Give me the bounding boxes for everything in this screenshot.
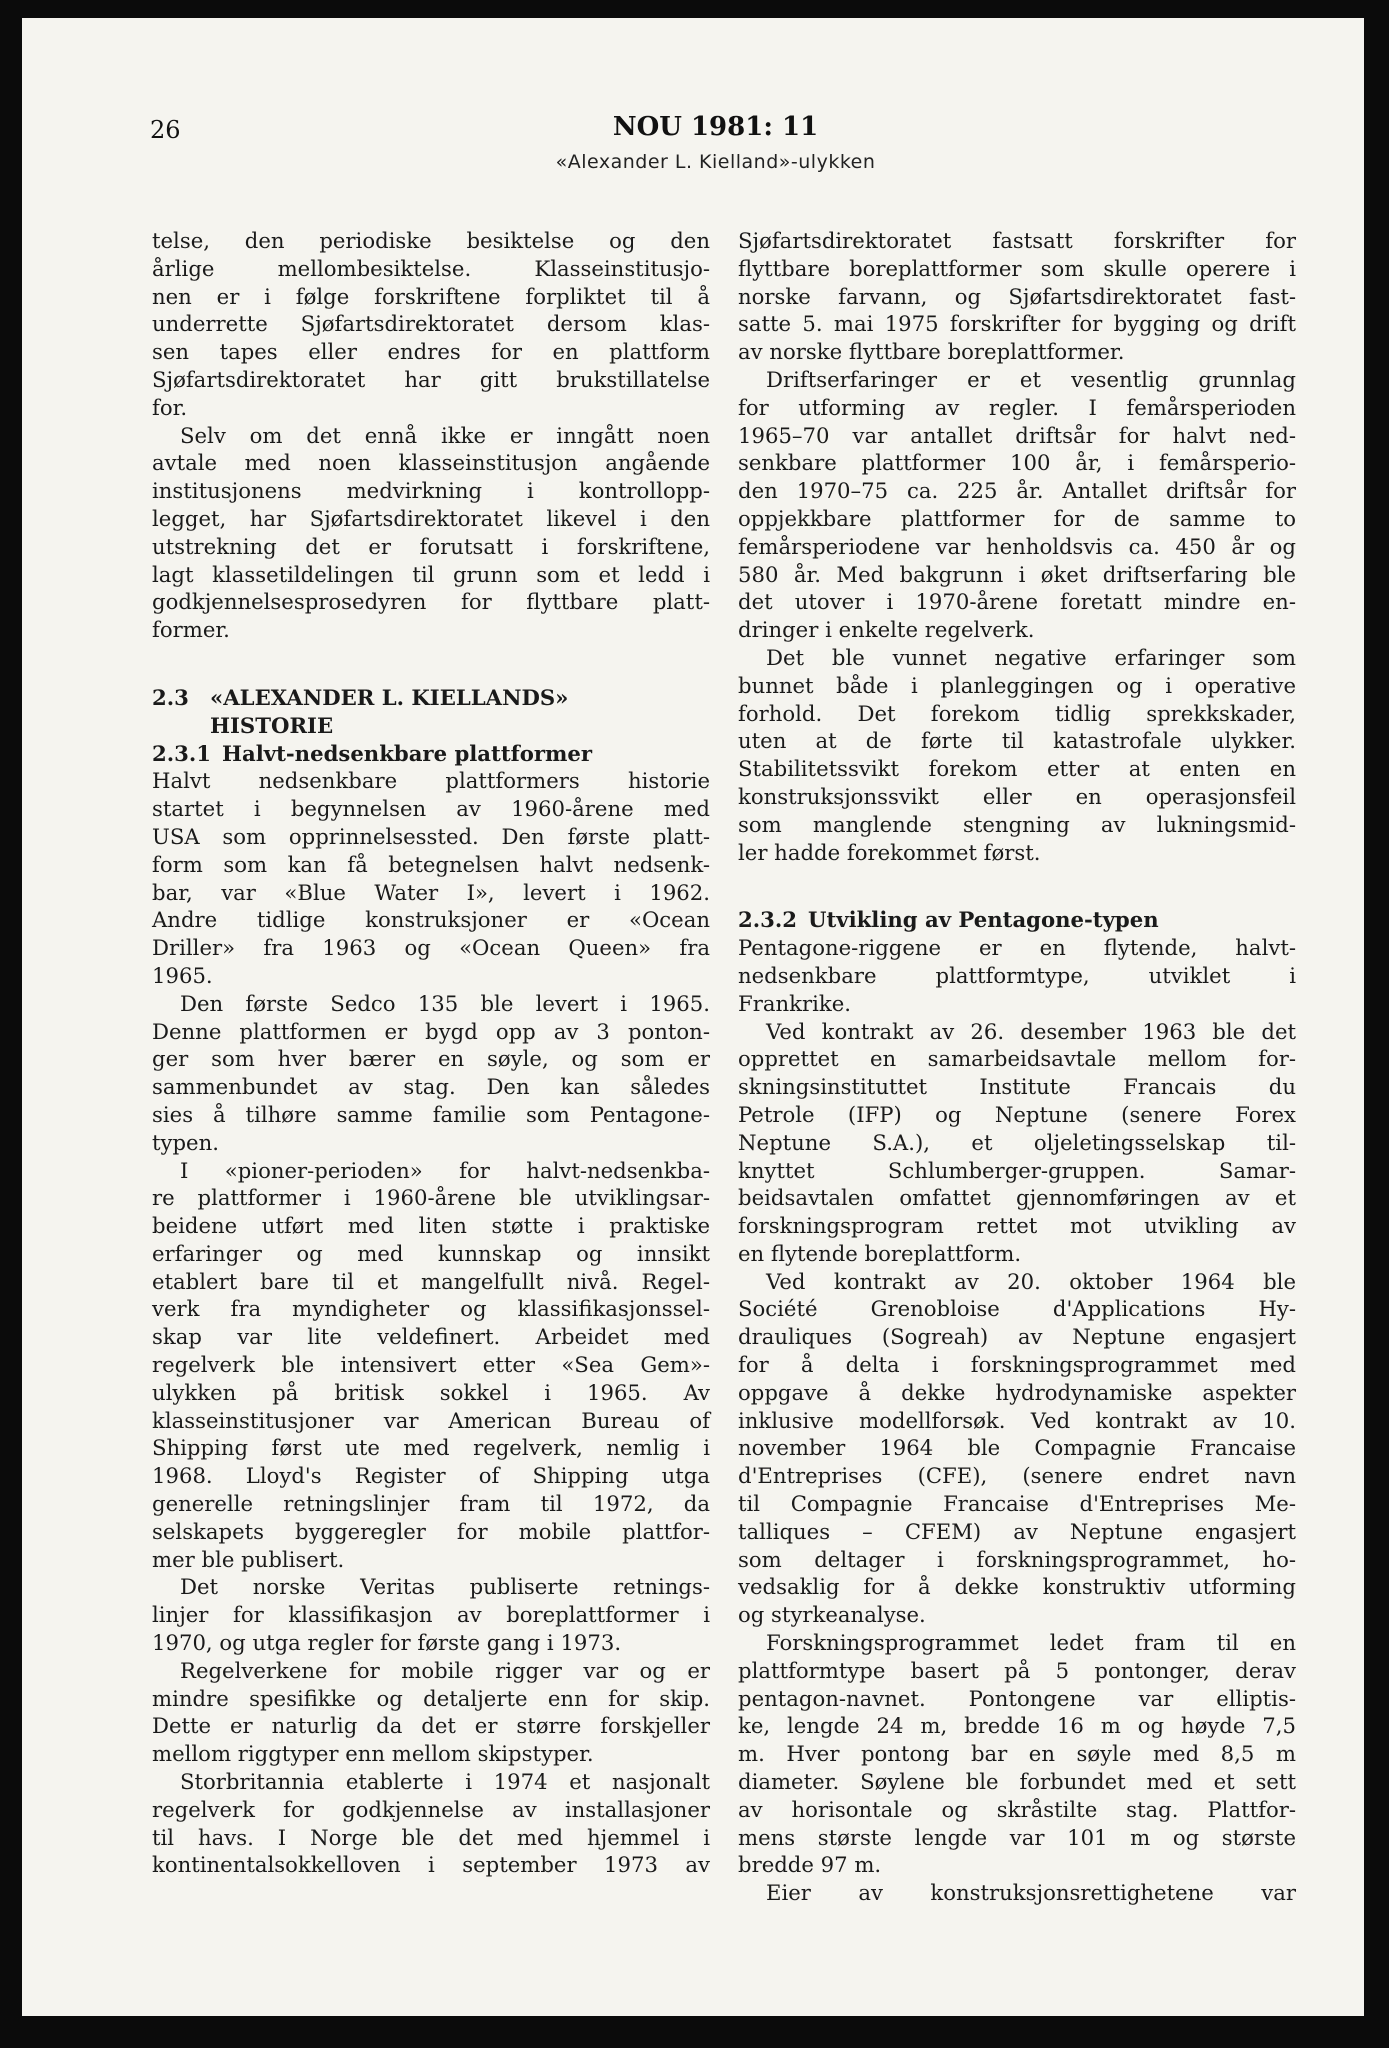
text-line: Sjøfartsdirektoratet fastsatt forskrifter for	[738, 228, 1296, 253]
subsection-title: Halvt-nedsenkbare plattformer	[222, 740, 593, 766]
text-line: bar, var «Blue Water I», levert i 1962.	[152, 879, 710, 905]
paragraph	[152, 227, 710, 422]
paragraph	[738, 366, 1296, 644]
text-line: beidene utført med liten støtte i praktiske	[152, 1213, 710, 1239]
document-subtitle: «Alexander L. Kielland»-ulykken	[555, 151, 876, 173]
text-line: telse, den periodiske besiktelse og den	[152, 228, 710, 253]
paragraph	[738, 1879, 1296, 1907]
text-line: ger som hver bærer en søyle, og som er	[152, 1046, 710, 1072]
text-line: Denne plattformen er bygd opp av 3 ponton-	[152, 1018, 710, 1044]
text-line: mindre spesifikke og detaljerte enn for skip.	[152, 1685, 710, 1711]
text-line: bredde 97 m.	[738, 1852, 882, 1878]
text-line: I «pioner-perioden» for halvt-nedsenkba-	[180, 1157, 710, 1183]
text-line: det utover i 1970-årene foretatt mindre en-	[738, 589, 1296, 615]
text-line: form som kan få betegnelsen halvt nedsenk-	[152, 851, 710, 877]
text-line: re plattformer i 1960-årene ble utviklingsar-	[152, 1185, 710, 1211]
text-line: regelverk for godkjennelse av installasjoner	[152, 1796, 710, 1822]
text-line: drauliques (Sogreah) av Neptune engasjert	[738, 1324, 1296, 1350]
text-line: og styrkeanalyse.	[738, 1602, 926, 1628]
text-line: Pentagone-riggene er en flytende, halvt-	[738, 935, 1296, 961]
text-line: selskapets byggeregler for mobile plattfor-	[152, 1518, 710, 1544]
text-line: 1968. Lloyd's Register of Shipping utga	[152, 1463, 710, 1489]
text-line: vedsaklig for å dekke konstruktiv utforming	[738, 1574, 1296, 1600]
text-line: pentagon-navnet. Pontongene var elliptis-	[738, 1685, 1296, 1711]
paragraph	[738, 934, 1296, 1017]
text-line: oppgave å dekke hydrodynamiske aspekter	[738, 1379, 1296, 1405]
text-line: dringer i enkelte regelverk.	[738, 617, 1035, 643]
text-line: mellom riggtyper enn mellom skipstyper.	[152, 1741, 594, 1767]
text-line: Andre tidlige konstruksjoner er «Ocean	[152, 907, 710, 933]
paragraph	[152, 1573, 710, 1656]
text-line: Frankrike.	[738, 990, 851, 1016]
paragraph	[152, 990, 710, 1157]
document-title: NOU 1981: 11	[612, 112, 819, 142]
text-line: Sjøfartsdirektoratet har gitt brukstillatelse	[152, 366, 710, 392]
paragraph	[738, 1629, 1296, 1879]
text-line: årlige mellombesiktelse. Klasseinstitusjo-	[152, 255, 710, 281]
text-line: plattformtype basert på 5 pontonger, derav	[738, 1657, 1296, 1683]
text-line: en flytende boreplattform.	[738, 1240, 1022, 1266]
text-line: typen.	[152, 1129, 219, 1155]
document-page	[22, 18, 1364, 2016]
text-line: skningsinstituttet Institute Francais du	[738, 1074, 1296, 1100]
paragraph	[152, 1157, 710, 1574]
text-line: for å delta i forskningsprogrammet med	[738, 1352, 1296, 1378]
text-line: Det norske Veritas publiserte retnings-	[180, 1574, 710, 1600]
text-line: etablert bare til et mangelfullt nivå. Regel-	[152, 1268, 710, 1294]
subsection-number: 2.3.2	[738, 907, 797, 933]
text-line: Den første Sedco 135 ble levert i 1965.	[180, 990, 710, 1016]
text-line: uten at de førte til katastrofale ulykker.	[738, 728, 1296, 754]
text-line: nen er i følge forskriftene forpliktet til å	[152, 283, 710, 309]
text-line: utstrekning det er forutsatt i forskriftene,	[152, 533, 710, 559]
text-line: Selv om det ennå ikke er inngått noen	[180, 422, 710, 448]
text-line: som deltager i forskningsprogrammet, ho-	[738, 1546, 1296, 1572]
left-column	[152, 227, 710, 1879]
right-column	[738, 227, 1296, 1907]
text-line: Det ble vunnet negative erfaringer som	[766, 644, 1296, 670]
section-title: «ALEXANDER L. KIELLANDS»	[210, 684, 569, 710]
text-line: beidsavtalen omfattet gjennomføringen av et	[738, 1185, 1296, 1211]
text-line: Eier av konstruksjonsrettighetene var	[766, 1880, 1296, 1906]
subsection-heading	[738, 906, 1296, 934]
text-line: Dette er naturlig da det er større forskjeller	[152, 1713, 710, 1739]
text-line: lagt klassetildelingen til grunn som et ledd i	[152, 561, 710, 587]
paragraph	[738, 1018, 1296, 1268]
text-line: oppjekkbare plattformer for de samme to	[738, 505, 1296, 531]
text-line: Société Grenobloise d'Applications Hy-	[738, 1296, 1296, 1322]
text-line: legget, har Sjøfartsdirektoratet likevel i den	[152, 505, 710, 531]
text-line: verk fra myndigheter og klassifikasjonssel-	[152, 1296, 710, 1322]
text-line: 1970, og utga regler for første gang i 1973.	[152, 1630, 622, 1656]
text-line: ler hadde forekommet først.	[738, 839, 1041, 865]
text-line: linjer for klassifikasjon av boreplattformer i	[152, 1602, 710, 1628]
text-line: knyttet Schlumberger-gruppen. Samar-	[738, 1157, 1296, 1183]
text-line: november 1964 ble Compagnie Francaise	[738, 1435, 1296, 1461]
page-number: 26	[150, 116, 181, 144]
text-line: for.	[152, 394, 188, 420]
text-line: flyttbare boreplattformer som skulle operere i	[738, 255, 1296, 281]
paragraph	[152, 422, 710, 644]
paragraph	[738, 227, 1296, 366]
paragraph	[152, 767, 710, 989]
text-line: Shipping først ute med regelverk, nemlig i	[152, 1435, 710, 1461]
section-heading-continued: HISTORIE	[210, 712, 334, 738]
text-line: ke, lengde 24 m, bredde 16 m og høyde 7,5	[738, 1713, 1296, 1739]
text-line: inklusive modellforsøk. Ved kontrakt av 10.	[738, 1407, 1296, 1433]
text-line: sen tapes eller endres for en plattform	[152, 339, 710, 365]
text-line: former.	[152, 617, 230, 643]
text-line: Forskningsprogrammet ledet fram til en	[766, 1630, 1296, 1656]
text-line: som manglende stengning av lukningsmid-	[738, 811, 1296, 837]
text-line: til Compagnie Francaise d'Entreprises Me-	[738, 1491, 1296, 1517]
text-line: avtale med noen klasseinstitusjon angående	[152, 450, 710, 476]
text-line: 580 år. Med bakgrunn i øket driftserfaring ble	[738, 561, 1296, 587]
text-line: Petrole (IFP) og Neptune (senere Forex	[738, 1101, 1296, 1127]
paragraph	[152, 1768, 710, 1879]
text-line: klasseinstitusjoner var American Bureau of	[152, 1407, 710, 1433]
text-line: Stabilitetssvikt forekom etter at enten en	[738, 756, 1296, 782]
text-line: Neptune S.A.), et oljeletingsselskap til-	[738, 1129, 1296, 1155]
text-line: generelle retningslinjer fram til 1972, da	[152, 1491, 710, 1517]
text-line: Storbritannia etablerte i 1974 et nasjonalt	[180, 1769, 710, 1795]
text-line: underrette Sjøfartsdirektoratet dersom klas-	[152, 311, 710, 337]
text-line: Ved kontrakt av 26. desember 1963 ble det	[766, 1018, 1296, 1044]
section-heading	[152, 684, 710, 712]
text-line: kontinentalsokkelloven i september 1973 av	[152, 1852, 710, 1878]
spacer	[738, 866, 1296, 906]
text-line: norske farvann, og Sjøfartsdirektoratet fast-	[738, 283, 1296, 309]
text-line: til havs. I Norge ble det med hjemmel i	[152, 1824, 710, 1850]
text-line: godkjennelsesprosedyren for flyttbare platt-	[152, 589, 710, 615]
text-line: mens største lengde var 101 m og største	[738, 1824, 1296, 1850]
text-line: femårsperiodene var henholdsvis ca. 450 år og	[738, 533, 1296, 559]
text-line: institusjonens medvirkning i kontrollopp-	[152, 478, 710, 504]
text-line: sammenbundet av stag. Den kan således	[152, 1074, 710, 1100]
text-line: regelverk ble intensivert etter «Sea Gem»-	[152, 1352, 710, 1378]
text-line: senkbare plattformer 100 år, i femårsperio-	[738, 450, 1296, 476]
text-line: Ved kontrakt av 20. oktober 1964 ble	[766, 1268, 1296, 1294]
text-line: av norske flyttbare boreplattformer.	[738, 339, 1125, 365]
text-line: talliques – CFEM) av Neptune engasjert	[738, 1518, 1296, 1544]
paragraph	[738, 644, 1296, 866]
text-line: den 1970–75 ca. 225 år. Antallet driftsår for	[738, 478, 1296, 504]
text-line: erfaringer og med kunnskap og innsikt	[152, 1240, 710, 1266]
text-line: satte 5. mai 1975 forskrifter for bygging og drift	[738, 311, 1296, 337]
subsection-title: Utvikling av Pentagone-typen	[808, 907, 1159, 933]
paragraph	[738, 1268, 1296, 1629]
text-line: d'Entreprises (CFE), (senere endret navn	[738, 1463, 1296, 1489]
text-line: bunnet både i planleggingen og i operative	[738, 672, 1296, 698]
section-number: 2.3	[152, 684, 189, 710]
text-line: for utforming av regler. I femårsperioden	[738, 394, 1296, 420]
text-line: Driller» fra 1963 og «Ocean Queen» fra	[152, 935, 710, 961]
text-line: 1965–70 var antallet driftsår for halvt ned-	[738, 422, 1296, 448]
text-line: m. Hver pontong bar en søyle med 8,5 m	[738, 1741, 1296, 1767]
text-line: ulykken på britisk sokkel i 1965. Av	[152, 1379, 710, 1405]
paragraph	[152, 1657, 710, 1768]
text-line: sies å tilhøre samme familie som Pentagone-	[152, 1101, 710, 1127]
text-line: av horisontale og skråstilte stag. Plattfor-	[738, 1796, 1296, 1822]
text-line: skap var lite veldefinert. Arbeidet med	[152, 1324, 710, 1350]
text-line: konstruksjonssvikt eller en operasjonsfeil	[738, 783, 1296, 809]
text-line: startet i begynnelsen av 1960-årene med	[152, 796, 710, 822]
text-line: Halvt nedsenkbare plattformers historie	[152, 768, 710, 794]
subsection-number: 2.3.1	[152, 740, 211, 766]
text-line: Regelverkene for mobile rigger var og er	[180, 1657, 710, 1683]
spacer	[152, 644, 710, 684]
text-line: Driftserfaringer er et vesentlig grunnlag	[766, 366, 1296, 392]
text-line: 1965.	[152, 962, 213, 988]
text-line: mer ble publisert.	[152, 1546, 345, 1572]
subsection-heading	[152, 740, 710, 768]
text-line: diameter. Søylene ble forbundet med et sett	[738, 1769, 1296, 1795]
text-line: nedsenkbare plattformtype, utviklet i	[738, 962, 1296, 988]
text-line: forskningsprogram rettet mot utvikling av	[738, 1213, 1296, 1239]
text-line: opprettet en samarbeidsavtale mellom for-	[738, 1046, 1296, 1072]
text-line: USA som opprinnelsessted. Den første platt-	[152, 823, 710, 849]
text-line: forhold. Det forekom tidlig sprekkskader,	[738, 700, 1296, 726]
